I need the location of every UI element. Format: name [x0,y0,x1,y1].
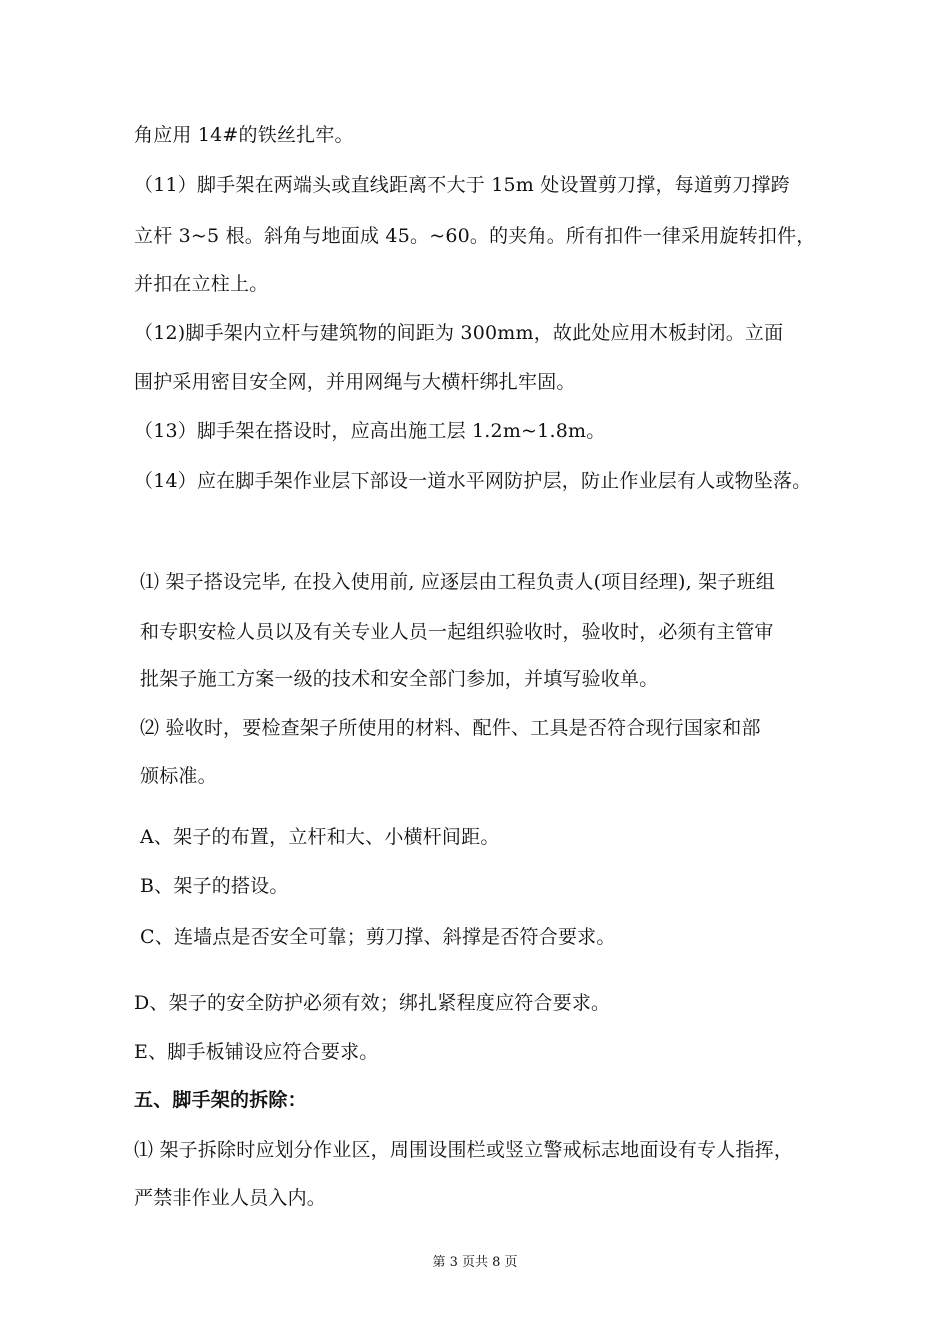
list-item-b: B、架子的搭设。 [140,875,289,897]
paragraph-line: 颁标准。 [140,765,217,787]
paragraph-line: 围护采用密目安全网，并用网绳与大横杆绑扎牢固。 [134,371,576,393]
paragraph-line: 严禁非作业人员入内。 [134,1187,327,1209]
paragraph-line: （12)脚手架内立杆与建筑物的间距为 300mm，故此处应用木板封闭。立面 [134,322,784,344]
paragraph-line: ⑵ 验收时，要检查架子所使用的材料、配件、工具是否符合现行国家和部 [140,717,761,739]
paragraph-line: 角应用 14#的铁丝扎牢。 [134,124,354,146]
page-footer: 第 3 页共 8 页 [432,1255,518,1270]
list-item-d: D、架子的安全防护必须有效；绑扎紧程度应符合要求。 [134,992,611,1014]
paragraph-line: ⑴ 架子搭设完毕, 在投入使用前, 应逐层由工程负责人(项目经理), 架子班组 [140,571,775,593]
paragraph-line: 并扣在立柱上。 [134,273,269,295]
list-item-c: C、连墙点是否安全可靠；剪刀撑、斜撑是否符合要求。 [140,926,616,948]
paragraph-line: 立杆 3~5 根。斜角与地面成 45。~60。的夹角。所有扣件一律采用旋转扣件， [134,225,816,247]
section-heading: 五、脚手架的拆除： [134,1089,307,1111]
paragraph-line: ⑴ 架子拆除时应划分作业区，周围设围栏或竖立警戒标志地面设有专人指挥， [134,1139,794,1161]
paragraph-line: （11）脚手架在两端头或直线距离不大于 15m 处设置剪刀撑，每道剪刀撑跨 [134,174,790,196]
list-item-a: A、架子的布置，立杆和大、小横杆间距。 [140,826,500,848]
paragraph-line: 批架子施工方案一级的技术和安全部门参加，并填写验收单。 [140,668,659,690]
list-item-e: E、脚手板铺设应符合要求。 [134,1041,379,1063]
paragraph-line: （14）应在脚手架作业层下部设一道水平网防护层，防止作业层有人或物坠落。 [134,470,812,492]
paragraph-line: （13）脚手架在搭设时，应高出施工层 1.2m~1.8m。 [134,420,606,442]
paragraph-line: 和专职安检人员以及有关专业人员一起组织验收时，验收时，必须有主管审 [140,621,774,643]
